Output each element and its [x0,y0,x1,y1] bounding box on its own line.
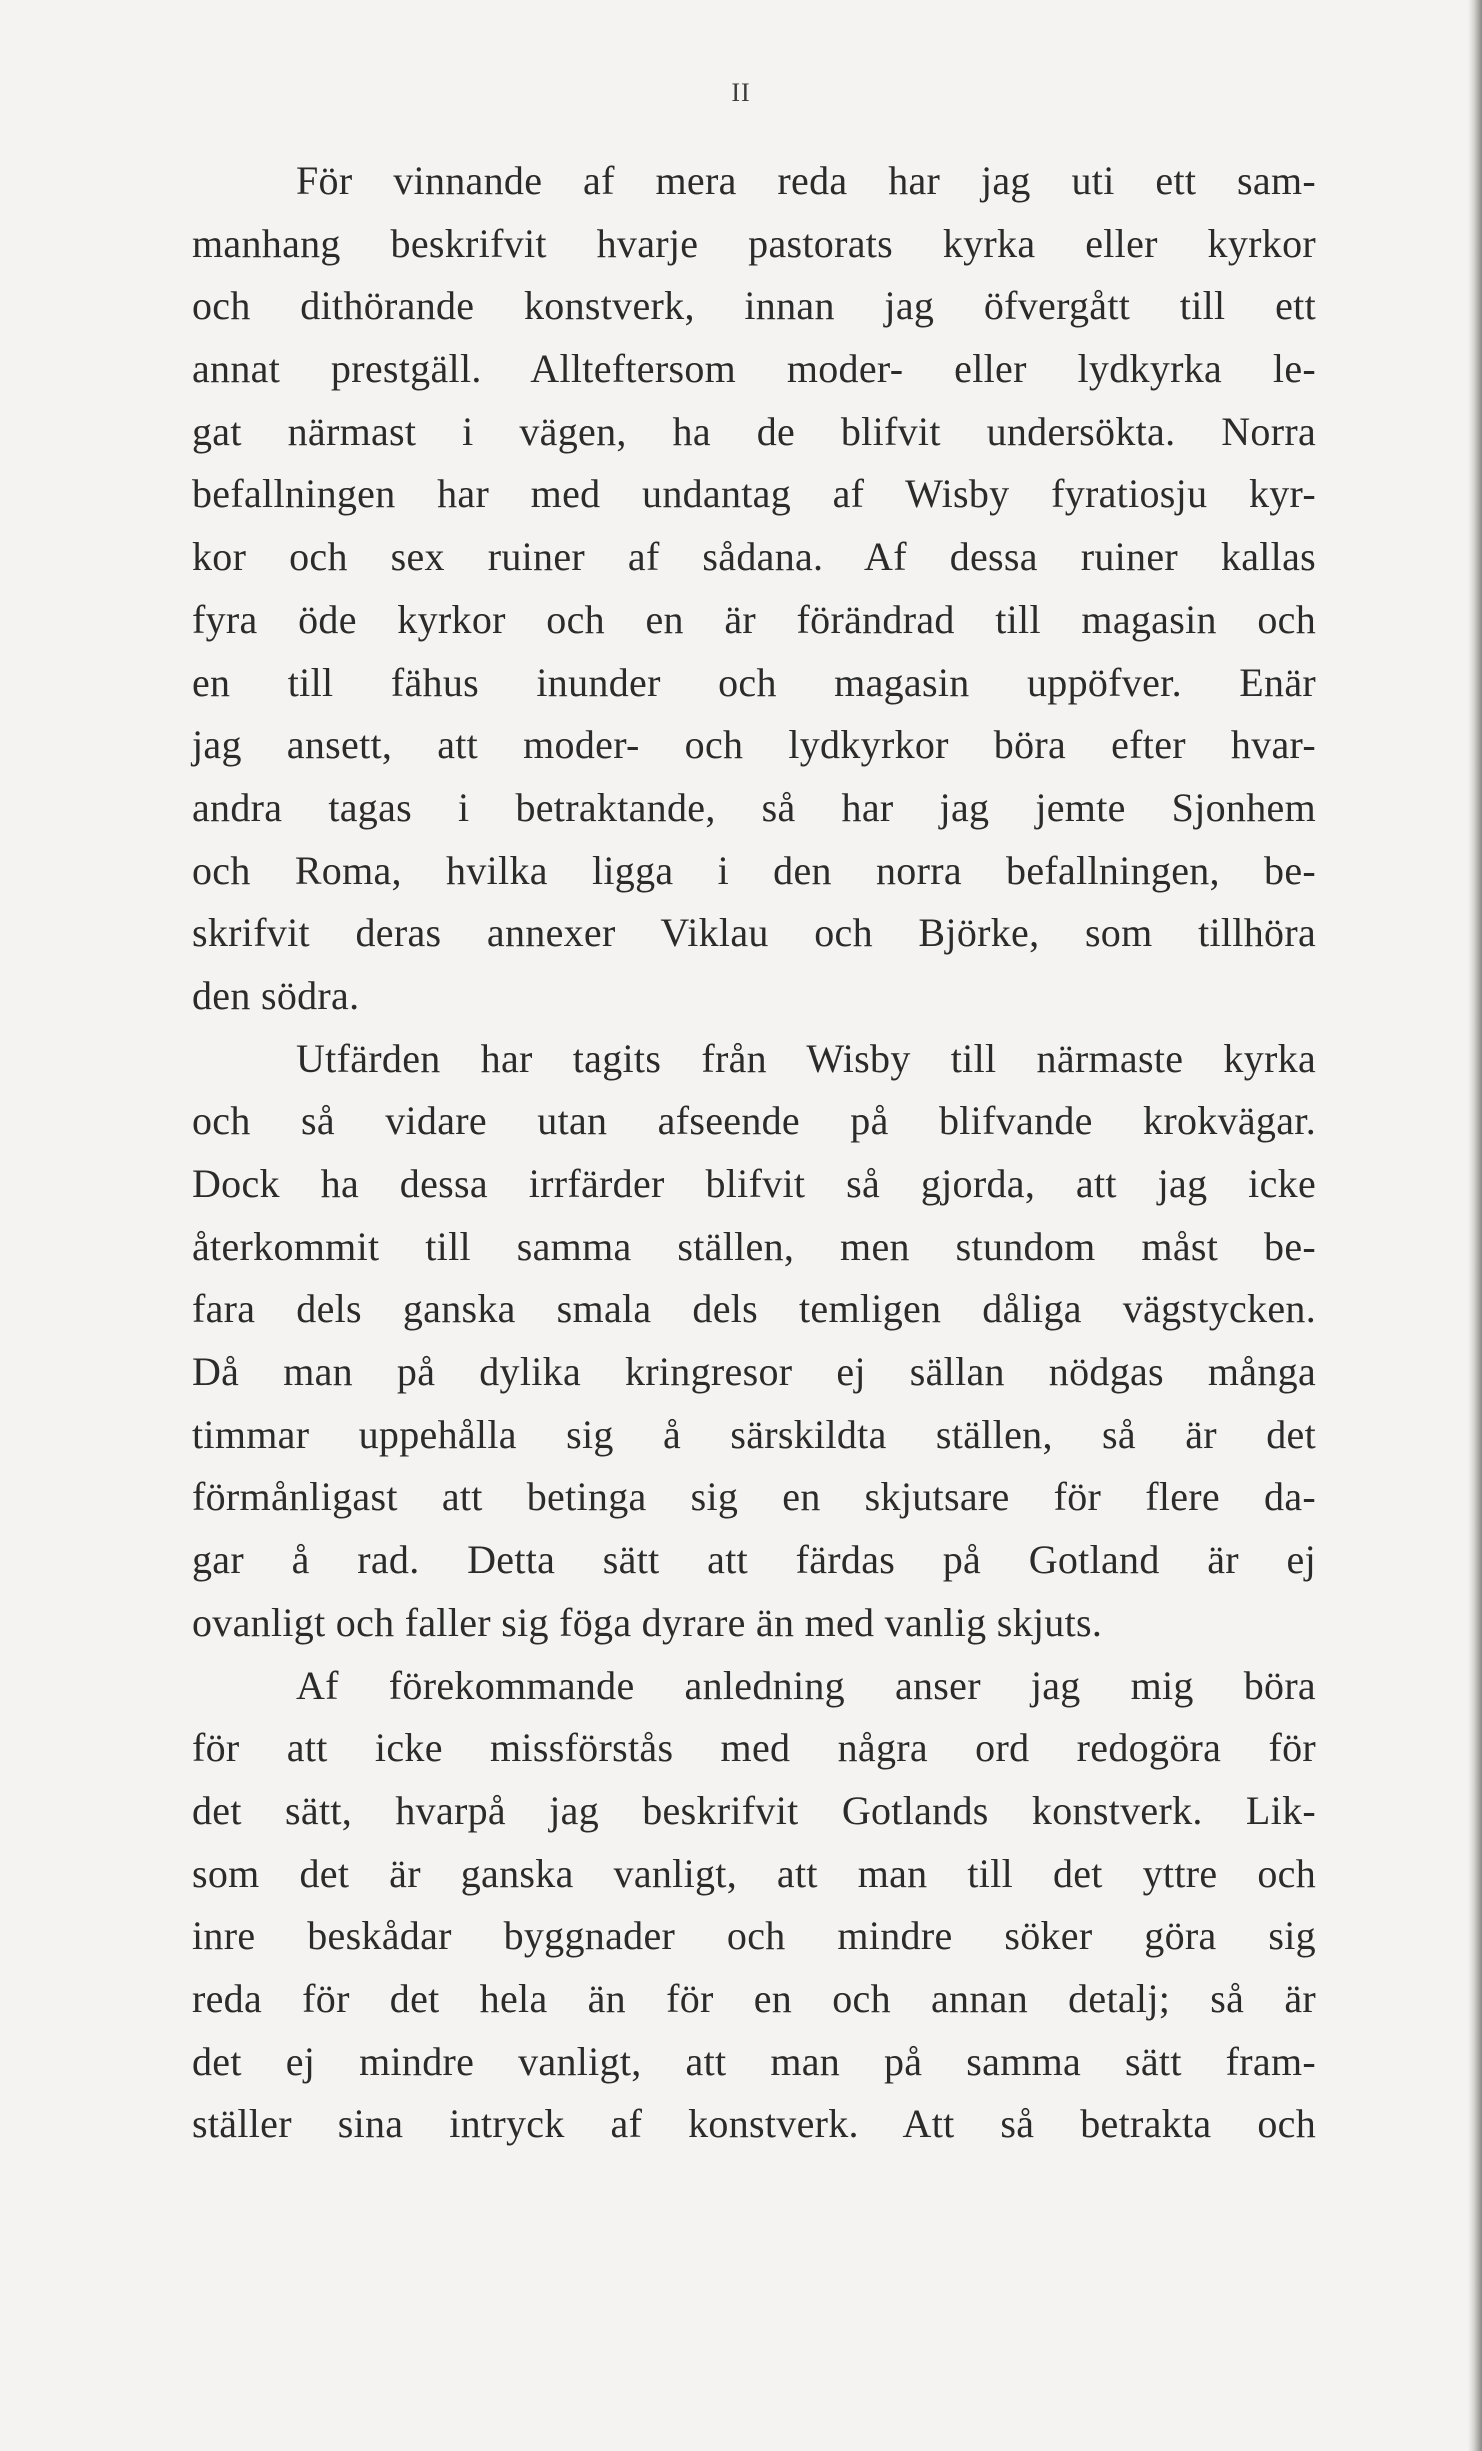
text-line: för att icke missförstås med några ord redogöra för [192,1725,1316,1771]
text-line: kor och sex ruiner af sådana. Af dessa ruiner kallas [192,534,1316,580]
text-line: ovanligt och faller sig föga dyrare än med vanlig skjuts. [192,1599,1103,1645]
text-line: andra tagas i betraktande, så har jag jemte Sjonhem [192,784,1316,830]
text-line: gar å rad. Detta sätt att färdas på Gotland är ej [192,1537,1316,1583]
text-line: och dithörande konstverk, innan jag öfvergått till ett [192,283,1316,329]
text-line: det ej mindre vanligt, att man på samma sätt fram- [192,2038,1316,2084]
text-line: ställer sina intryck af konstverk. Att så betrakta och [192,2101,1316,2147]
text-line: inre beskådar byggnader och mindre söker göra sig [192,1913,1316,1959]
paragraph [192,150,1316,1028]
text-line: fara dels ganska smala dels temligen dåliga vägstycken. [192,1286,1316,1332]
text-line: Af förekommande anledning anser jag mig böra [296,1662,1316,1708]
text-line: skrifvit deras annexer Viklau och Björke, som tillhöra [192,910,1316,956]
text-line: befallningen har med undantag af Wisby fyratiosju kyr- [192,471,1316,517]
text-line: timmar uppehålla sig å särskildta ställen, så är det [192,1411,1316,1457]
text-line: annat prestgäll. Allteftersom moder- eller lydkyrka le- [192,346,1316,392]
page-number: II [731,78,751,107]
text-line: För vinnande af mera reda har jag uti ett sam- [296,158,1316,203]
text-line: och Roma, hvilka ligga i den norra befallningen, be- [192,847,1316,893]
body-text [192,150,1316,2156]
text-line: och så vidare utan afseende på blifvande krokvägar. [192,1098,1316,1144]
paragraph [192,1028,1316,1655]
text-line: reda för det hela än för en och annan detalj; så är [192,1975,1316,2021]
text-line: det sätt, hvarpå jag beskrifvit Gotlands konstverk. Lik- [192,1787,1316,1833]
text-line: som det är ganska vanligt, att man till det yttre och [192,1850,1316,1896]
text-line: återkommit till samma ställen, men stundom måst be- [192,1223,1316,1269]
text-line: den södra. [192,972,360,1018]
text-line: jag ansett, att moder- och lydkyrkor böra efter hvar- [192,722,1316,768]
page-edge-shadow [1468,0,1482,2451]
paragraph [192,1655,1316,2157]
text-line: Då man på dylika kringresor ej sällan nödgas många [192,1349,1316,1395]
text-line: manhang beskrifvit hvarje pastorats kyrka eller kyrkor [192,220,1316,266]
text-line: förmånligast att betinga sig en skjutsare för flere da- [192,1474,1316,1520]
text-line: fyra öde kyrkor och en är förändrad till magasin och [192,596,1316,642]
text-line: Utfärden har tagits från Wisby till närmaste kyrka [296,1035,1316,1081]
text-line: Dock ha dessa irrfärder blifvit så gjorda, att jag icke [192,1161,1316,1206]
text-line: en till fähus inunder och magasin uppöfver. Enär [192,659,1316,705]
text-line: gat närmast i vägen, ha de blifvit undersökta. Norra [192,408,1316,454]
